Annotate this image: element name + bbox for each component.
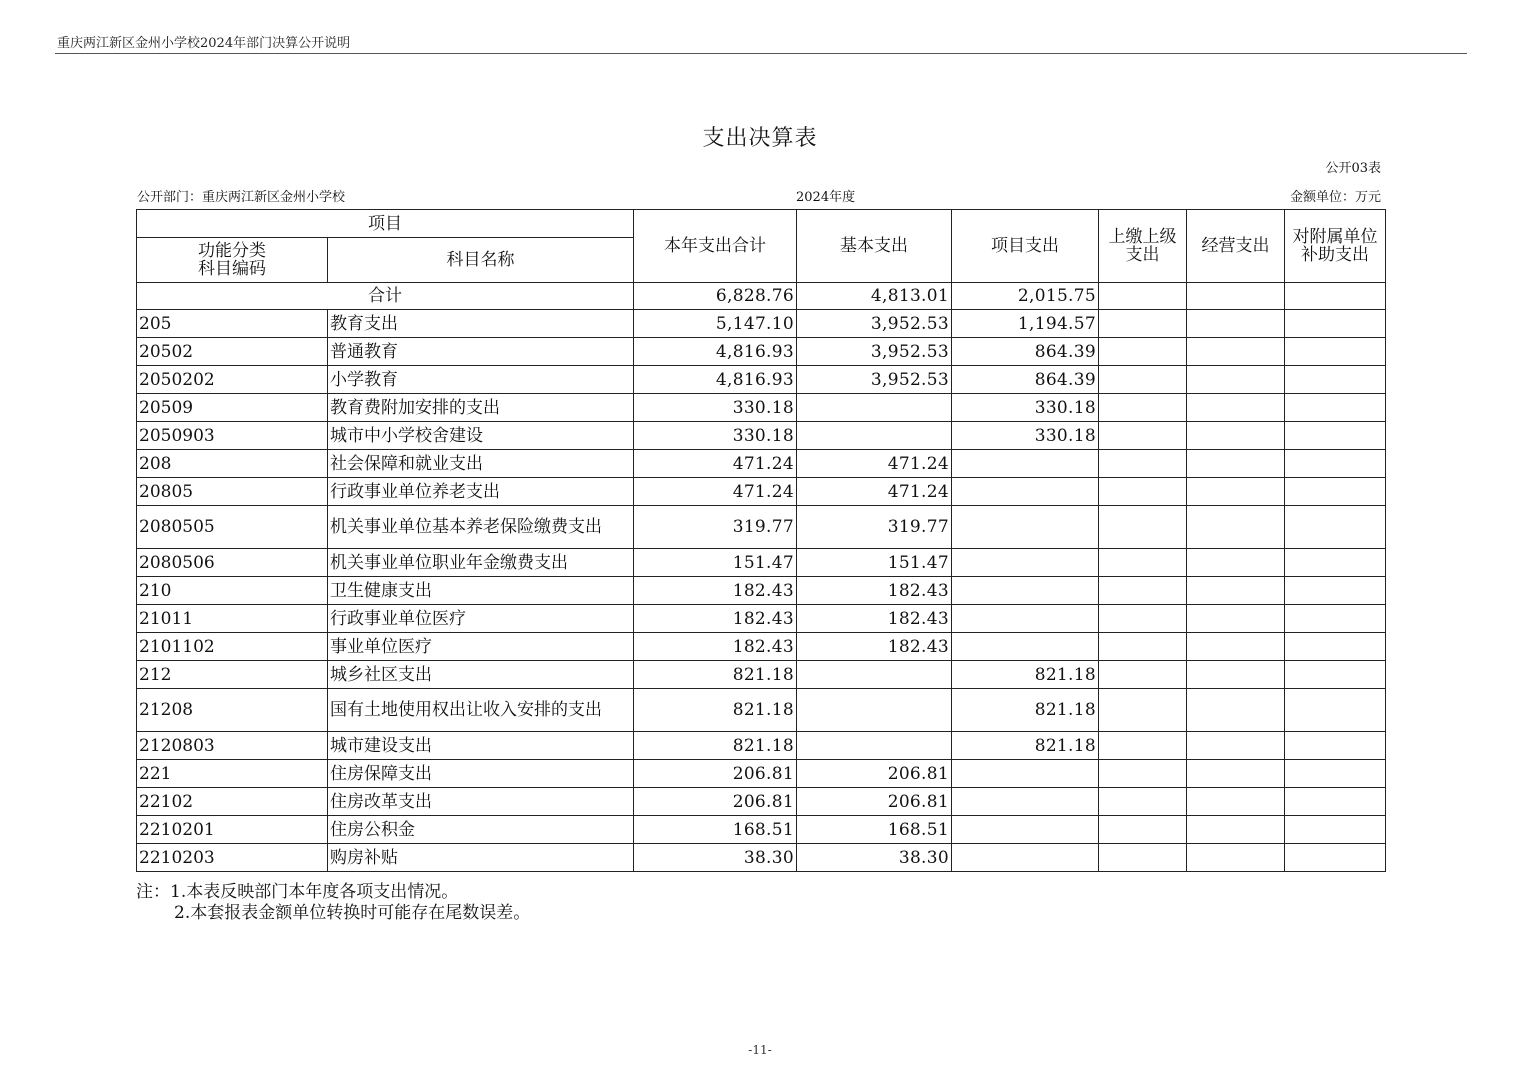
- row-total: 206.81: [634, 788, 797, 816]
- total-business: [1187, 283, 1285, 310]
- table-row: [137, 422, 1386, 450]
- row-business: [1187, 422, 1285, 450]
- row-basic: 182.43: [797, 577, 952, 605]
- row-basic: 206.81: [797, 760, 952, 788]
- expenditure-table: [136, 209, 1386, 872]
- row-subsidy: [1285, 633, 1386, 661]
- row-business: [1187, 450, 1285, 478]
- row-project: 1,194.57: [952, 310, 1099, 338]
- row-basic: 3,952.53: [797, 338, 952, 366]
- row-name: 行政事业单位养老支出: [328, 478, 634, 506]
- header-total: 本年支出合计: [634, 210, 797, 283]
- row-subsidy: [1285, 478, 1386, 506]
- row-upper: [1099, 661, 1187, 689]
- row-upper: [1099, 549, 1187, 577]
- header-upper: 上缴上级 支出: [1099, 210, 1187, 283]
- row-subsidy: [1285, 661, 1386, 689]
- header-business: 经营支出: [1187, 210, 1285, 283]
- table-row: [137, 310, 1386, 338]
- table-row: [137, 478, 1386, 506]
- row-code: 2101102: [137, 633, 328, 661]
- row-upper: [1099, 605, 1187, 633]
- header-name: 科目名称: [328, 238, 634, 283]
- row-basic: 182.43: [797, 605, 952, 633]
- row-total: 151.47: [634, 549, 797, 577]
- row-upper: [1099, 394, 1187, 422]
- row-project: 821.18: [952, 661, 1099, 689]
- row-code: 20805: [137, 478, 328, 506]
- row-business: [1187, 844, 1285, 872]
- header-basic: 基本支出: [797, 210, 952, 283]
- row-upper: [1099, 788, 1187, 816]
- table-row: [137, 366, 1386, 394]
- row-business: [1187, 661, 1285, 689]
- row-subsidy: [1285, 506, 1386, 549]
- row-total: 168.51: [634, 816, 797, 844]
- row-upper: [1099, 633, 1187, 661]
- table-row: [137, 394, 1386, 422]
- table-row: [137, 732, 1386, 760]
- row-business: [1187, 605, 1285, 633]
- table-row: [137, 338, 1386, 366]
- row-code: 2050202: [137, 366, 328, 394]
- row-subsidy: [1285, 844, 1386, 872]
- row-code: 2120803: [137, 732, 328, 760]
- row-code: 2210201: [137, 816, 328, 844]
- row-total: 330.18: [634, 394, 797, 422]
- row-upper: [1099, 760, 1187, 788]
- row-total: 182.43: [634, 633, 797, 661]
- row-name: 社会保障和就业支出: [328, 450, 634, 478]
- row-total: 330.18: [634, 422, 797, 450]
- form-code: 公开03表: [1325, 161, 1381, 176]
- row-subsidy: [1285, 310, 1386, 338]
- running-header: 重庆两江新区金州小学校2024年部门决算公开说明: [57, 36, 351, 51]
- row-name: 教育费附加安排的支出: [328, 394, 634, 422]
- row-basic: 38.30: [797, 844, 952, 872]
- row-business: [1187, 732, 1285, 760]
- department-label: 公开部门：重庆两江新区金州小学校: [137, 190, 346, 205]
- header-item: 项目: [137, 210, 634, 238]
- row-upper: [1099, 338, 1187, 366]
- row-subsidy: [1285, 732, 1386, 760]
- row-code: 221: [137, 760, 328, 788]
- row-total: 4,816.93: [634, 338, 797, 366]
- row-total: 5,147.10: [634, 310, 797, 338]
- row-project: [952, 633, 1099, 661]
- row-code: 21011: [137, 605, 328, 633]
- row-total: 206.81: [634, 760, 797, 788]
- row-project: 864.39: [952, 366, 1099, 394]
- row-project: [952, 549, 1099, 577]
- row-business: [1187, 366, 1285, 394]
- row-total: 821.18: [634, 661, 797, 689]
- header-code: 功能分类 科目编码: [137, 238, 328, 283]
- row-subsidy: [1285, 422, 1386, 450]
- row-subsidy: [1285, 760, 1386, 788]
- row-subsidy: [1285, 689, 1386, 732]
- row-subsidy: [1285, 338, 1386, 366]
- row-total: 821.18: [634, 689, 797, 732]
- row-total: 821.18: [634, 732, 797, 760]
- total-basic: 4,813.01: [797, 283, 952, 310]
- row-subsidy: [1285, 549, 1386, 577]
- row-subsidy: [1285, 366, 1386, 394]
- row-project: [952, 506, 1099, 549]
- row-upper: [1099, 577, 1187, 605]
- row-name: 城市建设支出: [328, 732, 634, 760]
- row-upper: [1099, 366, 1187, 394]
- row-project: 330.18: [952, 422, 1099, 450]
- total-label: 合计: [137, 283, 634, 310]
- row-business: [1187, 760, 1285, 788]
- row-basic: [797, 422, 952, 450]
- row-total: 471.24: [634, 478, 797, 506]
- table-row: [137, 549, 1386, 577]
- row-code: 2210203: [137, 844, 328, 872]
- row-business: [1187, 816, 1285, 844]
- row-upper: [1099, 506, 1187, 549]
- row-subsidy: [1285, 394, 1386, 422]
- row-name: 事业单位医疗: [328, 633, 634, 661]
- table-row: [137, 816, 1386, 844]
- row-project: [952, 788, 1099, 816]
- table-row: [137, 506, 1386, 549]
- row-upper: [1099, 844, 1187, 872]
- total-subsidy: [1285, 283, 1386, 310]
- total-sum: 6,828.76: [634, 283, 797, 310]
- row-name: 住房改革支出: [328, 788, 634, 816]
- row-total: 4,816.93: [634, 366, 797, 394]
- row-name: 机关事业单位基本养老保险缴费支出: [328, 506, 634, 549]
- table-row: [137, 760, 1386, 788]
- row-project: [952, 478, 1099, 506]
- row-project: [952, 577, 1099, 605]
- row-business: [1187, 506, 1285, 549]
- row-name: 城市中小学校舍建设: [328, 422, 634, 450]
- row-business: [1187, 788, 1285, 816]
- row-basic: 151.47: [797, 549, 952, 577]
- header-project: 项目支出: [952, 210, 1099, 283]
- table-row: [137, 661, 1386, 689]
- row-basic: 3,952.53: [797, 366, 952, 394]
- row-basic: 182.43: [797, 633, 952, 661]
- row-upper: [1099, 732, 1187, 760]
- row-basic: [797, 732, 952, 760]
- row-business: [1187, 549, 1285, 577]
- row-business: [1187, 633, 1285, 661]
- row-subsidy: [1285, 788, 1386, 816]
- row-name: 卫生健康支出: [328, 577, 634, 605]
- row-code: 210: [137, 577, 328, 605]
- row-code: 2080506: [137, 549, 328, 577]
- row-business: [1187, 310, 1285, 338]
- row-basic: [797, 394, 952, 422]
- row-project: [952, 605, 1099, 633]
- row-name: 机关事业单位职业年金缴费支出: [328, 549, 634, 577]
- row-code: 205: [137, 310, 328, 338]
- row-name: 国有土地使用权出让收入安排的支出: [328, 689, 634, 732]
- row-business: [1187, 478, 1285, 506]
- row-business: [1187, 338, 1285, 366]
- page-number: -11-: [748, 1043, 772, 1057]
- year-label: 2024年度: [796, 190, 856, 205]
- total-project: 2,015.75: [952, 283, 1099, 310]
- row-name: 住房公积金: [328, 816, 634, 844]
- row-basic: [797, 661, 952, 689]
- row-total: 182.43: [634, 605, 797, 633]
- notes: [136, 882, 530, 924]
- row-total: 319.77: [634, 506, 797, 549]
- row-name: 住房保障支出: [328, 760, 634, 788]
- row-business: [1187, 394, 1285, 422]
- row-project: 821.18: [952, 689, 1099, 732]
- row-subsidy: [1285, 577, 1386, 605]
- row-name: 购房补贴: [328, 844, 634, 872]
- row-project: 864.39: [952, 338, 1099, 366]
- row-basic: [797, 689, 952, 732]
- total-upper: [1099, 283, 1187, 310]
- row-code: 212: [137, 661, 328, 689]
- row-business: [1187, 689, 1285, 732]
- table-row: [137, 844, 1386, 872]
- row-project: [952, 760, 1099, 788]
- row-name: 小学教育: [328, 366, 634, 394]
- row-total: 471.24: [634, 450, 797, 478]
- table-row: [137, 450, 1386, 478]
- row-project: [952, 816, 1099, 844]
- total-row: [137, 283, 1386, 310]
- row-basic: 471.24: [797, 478, 952, 506]
- note-2: 2.本套报表金额单位转换时可能存在尾数误差。: [174, 903, 531, 923]
- page-title: 支出决算表: [702, 126, 818, 151]
- note-1: 注：1.本表反映部门本年度各项支出情况。: [136, 882, 459, 902]
- row-upper: [1099, 310, 1187, 338]
- row-subsidy: [1285, 605, 1386, 633]
- row-project: 330.18: [952, 394, 1099, 422]
- row-upper: [1099, 450, 1187, 478]
- row-code: 2050903: [137, 422, 328, 450]
- row-total: 38.30: [634, 844, 797, 872]
- row-upper: [1099, 478, 1187, 506]
- row-code: 22102: [137, 788, 328, 816]
- row-code: 21208: [137, 689, 328, 732]
- row-upper: [1099, 422, 1187, 450]
- row-code: 20502: [137, 338, 328, 366]
- table-row: [137, 577, 1386, 605]
- header-subsidy: 对附属单位 补助支出: [1285, 210, 1386, 283]
- row-basic: 471.24: [797, 450, 952, 478]
- row-name: 教育支出: [328, 310, 634, 338]
- row-name: 行政事业单位医疗: [328, 605, 634, 633]
- table-row: [137, 689, 1386, 732]
- row-subsidy: [1285, 450, 1386, 478]
- row-basic: 319.77: [797, 506, 952, 549]
- row-total: 182.43: [634, 577, 797, 605]
- table-row: [137, 605, 1386, 633]
- row-project: [952, 844, 1099, 872]
- table-row: [137, 788, 1386, 816]
- unit-label: 金额单位：万元: [1289, 190, 1381, 205]
- row-upper: [1099, 689, 1187, 732]
- row-basic: 206.81: [797, 788, 952, 816]
- row-subsidy: [1285, 816, 1386, 844]
- row-code: 20509: [137, 394, 328, 422]
- row-code: 208: [137, 450, 328, 478]
- row-basic: 168.51: [797, 816, 952, 844]
- header-rule: [55, 53, 1467, 54]
- row-name: 普通教育: [328, 338, 634, 366]
- row-project: 821.18: [952, 732, 1099, 760]
- row-project: [952, 450, 1099, 478]
- row-name: 城乡社区支出: [328, 661, 634, 689]
- table-row: [137, 633, 1386, 661]
- row-business: [1187, 577, 1285, 605]
- row-upper: [1099, 816, 1187, 844]
- row-basic: 3,952.53: [797, 310, 952, 338]
- row-code: 2080505: [137, 506, 328, 549]
